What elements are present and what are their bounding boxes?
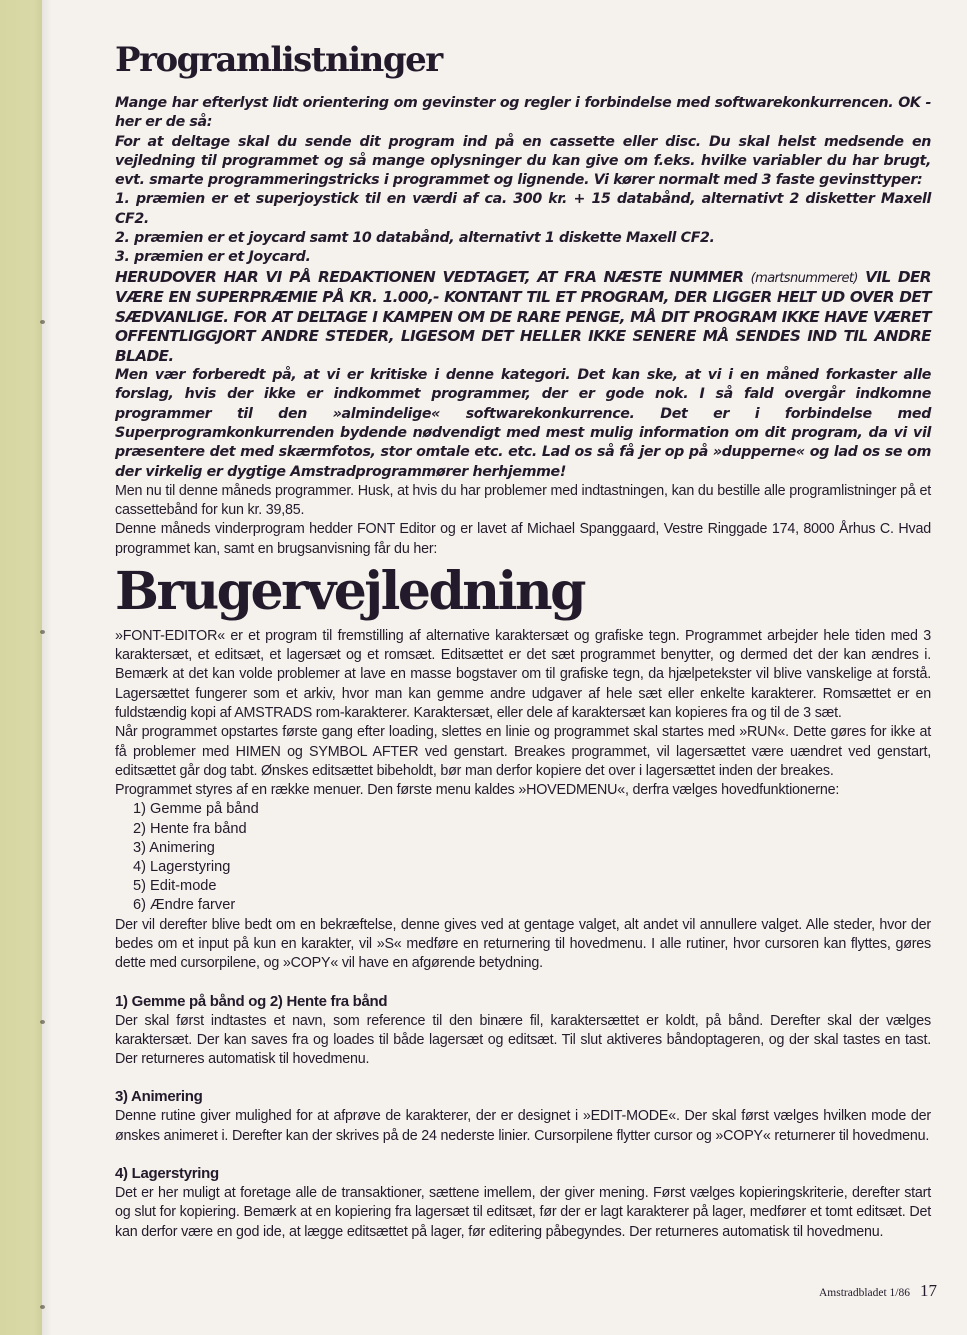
binding-hole [40,320,45,324]
magazine-page [115,40,931,1242]
body-paragraph: »FONT-EDITOR« er et program til fremstilling af alternative karaktersæt og grafiske tegn. Programmet arbejder hele tiden med 3 karaktersæt, et editsæt, et lagersæt og et romsæt. Editsættet er det sæt programmet benytter, og dermed det der kan ændres i. Bemærk at det kan volde problemer at lave en masse bogstaver om til grafiske tegn, da hjælpetekster vil blive vanskelige at forstå. Lagersættet fungerer som et arkiv, hvor man kan gemme andre udgaver af hele sæt eller enkelte karakterer. Romsættet er en fuldstændig kopi af AMSTRADS rom-karakterer. Karaktersæt, eller dele af karaktersæt kan kopieres fra og til de 3 sæt. [115,627,931,721]
prize-2: 2. præmien er et joycard samt 10 databånd, alternativt 1 diskette Maxell CF2. [115,230,715,247]
subsection-text: Der skal først indtastes et navn, som reference til den binære fil, karaktersættet er koldt, på bånd. Derefter skal der vælges karaktersæt. Der kan saves fra og loades til både lagersæt og editsæt. Til slut aktiveres båndoptageren, og der skal tastes en tast. Der returneres automatisk til hovedmenu. [115,1012,931,1068]
menu-list-item: 1) Gemme på bånd [133,801,259,818]
page-gutter-shadow [42,0,52,1335]
contest-rules [115,94,931,482]
section-title-programlistninger: Programlistninger [115,40,442,80]
subsection-heading: 4) Lagerstyring [115,1165,219,1183]
menu-list-item: 3) Animering [133,839,215,856]
prize-1: 1. præmien er et superjoystick til en værdi af ca. 300 kr. + 15 databånd, alternativt 2 disketter Maxell CF2. [115,191,931,227]
subsection-heading: 1) Gemme på bånd og 2) Hente fra bånd [115,992,388,1010]
menu-list-item: 6) Ændre farver [133,897,236,914]
binding-hole [40,1020,45,1024]
body-paragraph: Denne måneds vinderprogram hedder FONT Editor og er lavet af Michael Spanggaard, Vestre Ringgade 174, 8000 Århus C. Hvad programmet kan, samt en brugsanvisning får du her: [115,521,931,557]
prize-3: 3. præmien er et Joycard. [115,249,311,266]
page-footer [819,1281,937,1301]
binding-hole [40,630,45,634]
subsection-heading: 3) Animering [115,1088,203,1106]
announcement-text: HERUDOVER HAR VI PÅ REDAKTIONEN VEDTAGET, AT FRA NÆSTE NUMMER [115,267,744,286]
body-paragraph: Der vil derefter blive bedt om en bekræftelse, denne gives ved at gentage valget, alt andet vil annullere valget. Alle steder, hvor der bedes om et input på kun en karakter, vil »S« medføre en returnering til hovedmenu. I alle rutiner, hvor cursoren kan flyttes, gøres dette med cursorpilene, og »COPY« vil have en afgørende betydning. [115,916,931,972]
intro-paragraph: For at deltage skal du sende dit program ind på en cassette eller disc. Du skal helst medsende en vejledning til programmet og så mange oplysninger du kan give om f.eks. hvilke variabler du har brugt, evt. smarte programmeringstricks i programmet og lignende. Vi kører normalt med 3 faste gevinsttyper: [115,133,931,189]
binding-strip [0,0,42,1335]
body-paragraph: Programmet styres af en række menuer. Den første menu kaldes »HOVEDMENU«, derfra vælges hovedfunktionerne: [115,782,840,799]
user-guide [115,627,931,1242]
monthly-programs-intro [115,482,931,559]
main-menu-list [115,800,931,915]
section-title-brugervejledning: Brugervejledning [115,560,585,622]
subsection-text: Denne rutine giver mulighed for at afprøve de karakterer, der er designet i »EDIT-MODE«. Der skal først vælges hvilken mode der ønskes animeret i. Derefter kan der skrives på de 24 nederste linier. Cursorpilene flytter cursor og »COPY« returnerer til hovedmenu. [115,1108,931,1144]
menu-list-item: 4) Lagerstyring [133,859,231,876]
magazine-issue: Amstradbladet 1/86 [818,1287,910,1299]
announcement-text: VIL DER VÆRE EN SUPERPRÆMIE PÅ KR. 1.000,- KONTANT TIL ET PROGRAM, DER LIGGER HELT UD OVER DET SÆDVANLIGE. FOR AT DELTAGE I KAMPEN OM DE RARE PENGE, MÅ DIT PROGRAM IKKE HAVE VÆRET OFFENTLIGGJORT ANDRE STEDER, LIGESOM DET HELLER IKKE SENERE MÅ SENDES IND TIL ANDRE BLADE. [115,267,931,365]
superprize-announcement [115,268,931,367]
menu-list-item: 2) Hente fra bånd [133,820,247,837]
page-number: 17 [920,1281,937,1300]
body-paragraph: Når programmet opstartes første gang efter loading, slettes en linie og programmet skal startes med »RUN«. Dette gøres for ikke at få problemer med HIMEN og SYMBOL AFTER ved genstart. Breakes programmet, vil lagersættet være uændret ved genstart, editsættet går dog tabt. Ønskes editsættet bibeholdt, bør man derfor kopiere det over i lagersættet inden der breakes. [115,724,931,779]
intro-paragraph: Mange har efterlyst lidt orientering om gevinster og regler i forbindelse med softwarekonkurrencen. OK - her er de så: [115,95,931,131]
menu-list-item: 5) Edit-mode [133,878,217,895]
binding-hole [40,1305,45,1309]
body-paragraph: Men nu til denne måneds programmer. Husk, at hvis du har problemer med indtastningen, kan du bestille alle programlistninger på et cassettebånd for kun kr. 39,85. [115,482,931,519]
announcement-note: (martsnummeret) [750,270,858,286]
subsection-text: Det er her muligt at foretage alle de transaktioner, sættene imellem, der giver mening. Først vælges kopieringskriterie, derefter start og slut for kopiering. Bemærk at en kopiering fra lagersæt til editsæt, før der er lagt karakterer på lager, medfører et tomt editsæt. Det kan derfor være en god ide, at lægge editsættet på lager, før editering påbegyndes. Der returneres automatisk til hovedmenu. [115,1185,931,1240]
warning-paragraph: Men vær forberedt på, at vi er kritiske i denne kategori. Det kan ske, at vi i en måned forkaster alle forslag, hvis der ikke er indkommet programmer, der er gode nok. I så fald overgår indkomne programmer til den »almindelige« softwarekonkurrence. Det er i forbindelse med Superprogramkonkurrenden bydende nødvendigt med mest mulig information om dit program, da vi vil præsentere det med skærmfotos, stor omtale etc. etc. Lad os så få jer op på »dupperne« og lad os se om der virkelig er dygtige Amstradprogrammører herhjemme! [115,367,931,480]
